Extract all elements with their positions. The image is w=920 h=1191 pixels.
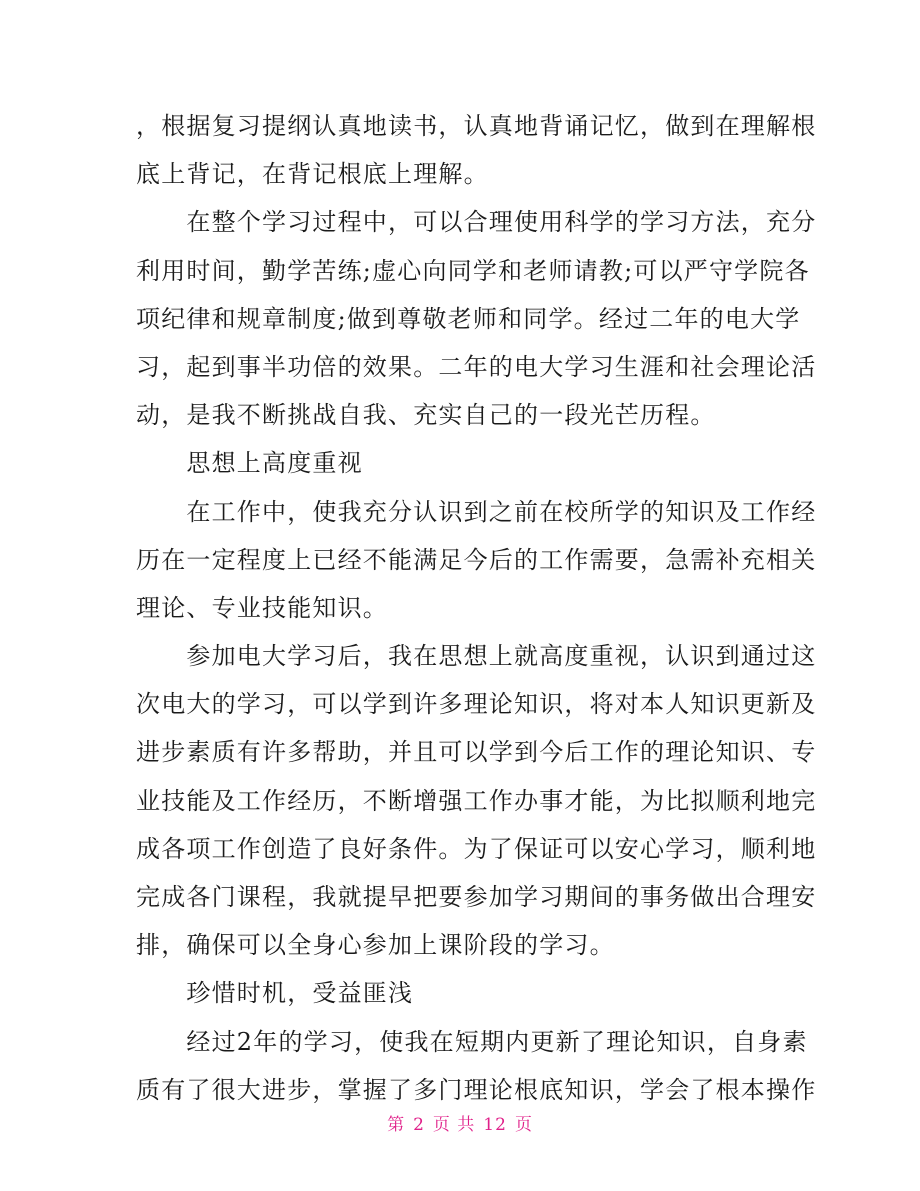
total-page-count: 12 xyxy=(483,1115,507,1135)
text-line: 底上背记，在背记根底上理解。 xyxy=(136,160,489,189)
footer-prefix: 第 xyxy=(387,1115,406,1135)
footer-suffix: 页 xyxy=(514,1115,533,1135)
section-heading: 思想上高度重视 xyxy=(136,449,363,478)
text-line: 业技能及工作经历，不断增强工作办事才能，为比拟顺利地完 xyxy=(136,786,817,815)
text-line: 成各项工作创造了良好条件。为了保证可以安心学习，顺利地 xyxy=(136,834,817,863)
text-line: 习，起到事半功倍的效果。二年的电大学习生涯和社会理论活 xyxy=(136,352,817,381)
text-line: 在整个学习过程中，可以合理使用科学的学习方法，充分 xyxy=(136,208,817,237)
text-line: 质有了很大进步，掌握了多门理论根底知识，学会了根本操作 xyxy=(136,1075,817,1104)
text-line: 理论、专业技能知识。 xyxy=(136,593,388,622)
text-line: 动，是我不断挑战自我、充实自己的一段光芒历程。 xyxy=(136,401,716,430)
text-line: 利用时间，勤学苦练;虚心向同学和老师请教;可以严守学院各 xyxy=(136,256,810,285)
text-line: 完成各门课程，我就提早把要参加学习期间的事务做出合理安 xyxy=(136,883,817,911)
current-page-number: 2 xyxy=(413,1115,425,1135)
text-line: 参加电大学习后，我在思想上就高度重视，认识到通过这 xyxy=(136,642,817,671)
page-footer xyxy=(0,1110,920,1135)
section-heading: 珍惜时机，受益匪浅 xyxy=(136,979,414,1008)
text-line: 次电大的学习，可以学到许多理论知识，将对本人知识更新及 xyxy=(136,690,817,719)
text-line: 在工作中，使我充分认识到之前在校所学的知识及工作经 xyxy=(136,497,817,526)
text-line: ，根据复习提纲认真地读书，认真地背诵记忆，做到在理解根 xyxy=(136,112,817,140)
text-line: 项纪律和规章制度;做到尊敬老师和同学。经过二年的电大学 xyxy=(136,304,801,333)
text-line: 进步素质有许多帮助，并且可以学到今后工作的理论知识、专 xyxy=(136,738,817,767)
text-line: 历在一定程度上已经不能满足今后的工作需要，急需补充相关 xyxy=(136,545,817,574)
text-line: 经过2年的学习，使我在短期内更新了理论知识，自身素 xyxy=(136,1027,808,1056)
document-body xyxy=(136,102,817,1114)
footer-middle: 页 共 xyxy=(432,1115,476,1135)
text-line: 排，确保可以全身心参加上课阶段的学习。 xyxy=(136,931,615,960)
